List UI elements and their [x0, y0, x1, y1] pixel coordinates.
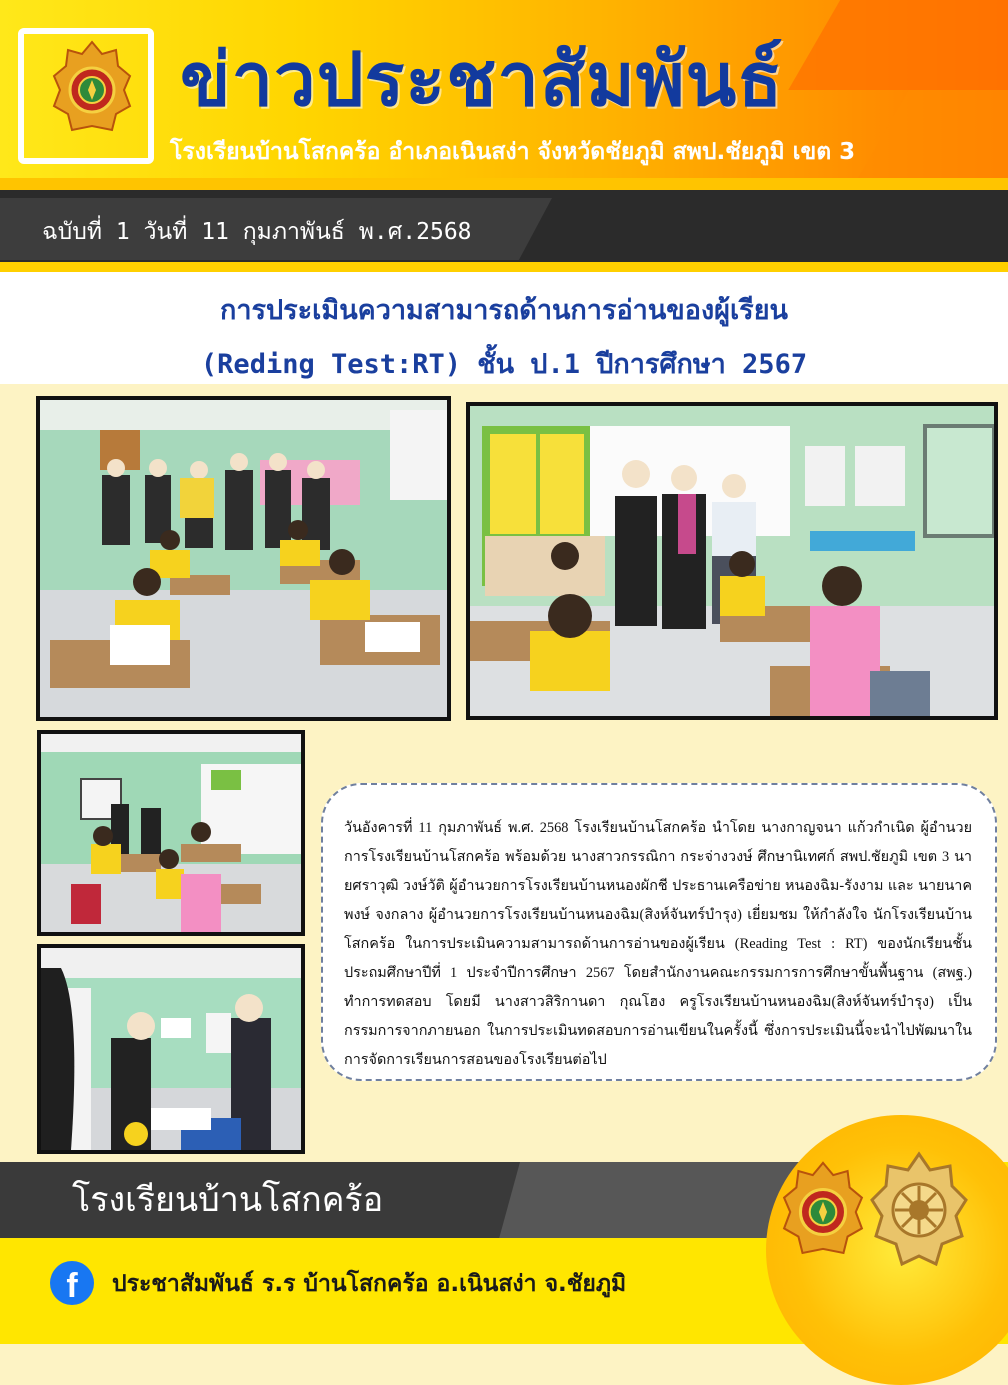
school-emblem-logo	[780, 1160, 866, 1264]
decorative-stripe	[788, 0, 1008, 90]
headline-line-2: (Reding Test:RT) ชั้น ป.1 ปีการศึกษา 2567	[200, 349, 808, 380]
issue-date: ฉบับที่ 1 วันที่ 11 กุมภาพันธ์ พ.ศ.2568	[42, 219, 472, 245]
newsletter-subtitle: โรงเรียนบ้านโสกคร้อ อำเภอเนินสง่า จังหวัดชัยภูมิ สพป.ชัยภูมิ เขต 3	[170, 139, 856, 165]
news-paragraph: วันอังคารที่ 11 กุมภาพันธ์ พ.ศ. 2568 โรงเรียนบ้านโสกคร้อ นำโดย นางกาญจนา แก้วกำเนิด ผู้อำนวยการโรงเรียนบ้านโสกคร้อ พร้อมด้วย นางสาวกรรณิกา กระจ่างวงษ์ ศึกษานิเทศก์ สพป.ชัยภูมิ เขต 3 นายศราวุฒิ วงษ์วัติ ผู้อำนวยการโรงเรียนบ้านหนองผักชี ประธานเครือข่าย หนองฉิม-รังงาม และ นายนาคพงษ์ จงกลาง ผู้อำนวยการโรงเรียนบ้านหนองฉิม(สิงห์จันทร์บำรุง) เยี่ยมชม ให้กำลังใจ นักโรงเรียนบ้านโสกคร้อ ในการประเมินความสามารถด้านการอ่านของผู้เรียน (Reading Test : RT) ของนักเรียนชั้นประถมศึกษาปีที่ 1 ประจำปีการศึกษา 2567 โดยสำนักงานคณะกรรมการการศึกษาขั้นพื้นฐาน (สพฐ.) ทำการทดสอบ โดยมี นางสาวสิริกานดา กุณโฮง ครูโรงเรียนบ้านหนองฉิม(สิงห์จันทร์บำรุง) เป็นกรรมการจากภายนอก ในการประเมินทดสอบการอ่านเขียนในครั้งนี้ ซึ่งการประเมินนี้จะนำไปพัฒนาในการจัดการเรียนการสอนของโรงเรียนต่อไป	[344, 820, 972, 1068]
divider	[0, 178, 1008, 190]
ministry-emblem-logo	[866, 1150, 972, 1270]
classroom-photo-4	[37, 944, 305, 1154]
classroom-photo-3	[37, 730, 305, 936]
decorative-stripe	[851, 90, 1008, 178]
footer-school-name: โรงเรียนบ้านโสกคร้อ	[72, 1180, 384, 1220]
school-emblem-logo	[50, 40, 134, 140]
divider	[0, 262, 1008, 272]
headline-line-1: การประเมินความสามารถด้านการอ่านของผู้เรียน	[220, 295, 788, 326]
classroom-photo-1	[36, 396, 451, 721]
classroom-photo-2	[466, 402, 998, 720]
facebook-icon[interactable]: f	[50, 1261, 94, 1305]
facebook-page-name[interactable]: ประชาสัมพันธ์ ร.ร บ้านโสกคร้อ อ.เนินสง่า จ.ชัยภูมิ	[112, 1271, 627, 1297]
newsletter-title: ข่าวประชาสัมพันธ์	[180, 37, 784, 123]
